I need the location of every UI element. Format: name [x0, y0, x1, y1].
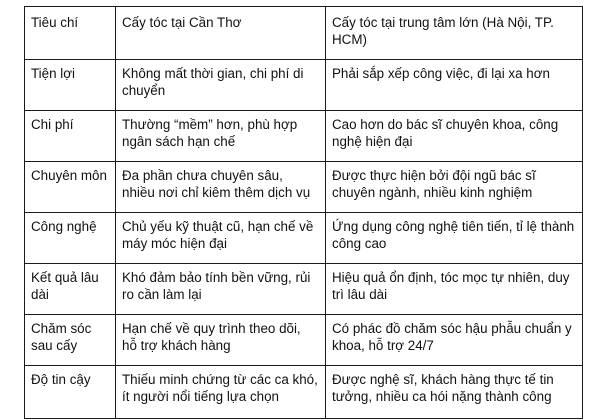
row-can-tho-value: Chủ yếu kỹ thuật cũ, hạn chế về máy móc hiện đại	[116, 213, 326, 264]
row-criterion: Công nghệ	[25, 213, 116, 264]
table-row	[25, 315, 583, 366]
row-big-center-value: Có phác đồ chăm sóc hậu phẫu chuẩn y khoa, hỗ trợ 24/7	[326, 315, 583, 366]
header-big-center: Cấy tóc tại trung tâm lớn (Hà Nội, TP. HCM)	[326, 7, 583, 60]
row-big-center-value: Được thực hiện bởi đội ngũ bác sĩ chuyên ngành, nhiều kinh nghiệm	[326, 162, 583, 213]
row-big-center-value: Phải sắp xếp công việc, đi lại xa hơn	[326, 60, 583, 111]
row-can-tho-value: Khó đảm bảo tính bền vững, rủi ro cần làm lại	[116, 264, 326, 315]
row-can-tho-value: Đa phần chưa chuyên sâu, nhiều nơi chỉ kiêm thêm dịch vụ	[116, 162, 326, 213]
row-criterion: Kết quả lâu dài	[25, 264, 116, 315]
table-row	[25, 213, 583, 264]
comparison-table	[24, 6, 583, 419]
row-can-tho-value: Hạn chế về quy trình theo dõi, hỗ trợ khách hàng	[116, 315, 326, 366]
row-big-center-value: Cao hơn do bác sĩ chuyên khoa, công nghệ hiện đại	[326, 111, 583, 162]
row-big-center-value: Được nghệ sĩ, khách hàng thực tế tin tưởng, nhiều ca hói nặng thành công	[326, 366, 583, 419]
table-header-row	[25, 7, 583, 60]
row-criterion: Tiện lợi	[25, 60, 116, 111]
row-criterion: Chăm sóc sau cấy	[25, 315, 116, 366]
row-can-tho-value: Thiếu minh chứng từ các ca khó, ít người nổi tiếng lựa chọn	[116, 366, 326, 419]
table-row	[25, 162, 583, 213]
table-row	[25, 60, 583, 111]
header-criterion: Tiêu chí	[25, 7, 116, 60]
table-row	[25, 366, 583, 419]
row-big-center-value: Ứng dụng công nghệ tiên tiến, tỉ lệ thành công cao	[326, 213, 583, 264]
header-can-tho: Cấy tóc tại Cần Thơ	[116, 7, 326, 60]
row-can-tho-value: Thường “mềm” hơn, phù hợp ngân sách hạn chế	[116, 111, 326, 162]
row-criterion: Chi phí	[25, 111, 116, 162]
table-row	[25, 264, 583, 315]
row-criterion: Độ tin cậy	[25, 366, 116, 419]
table-row	[25, 111, 583, 162]
row-big-center-value: Hiệu quả ổn định, tóc mọc tự nhiên, duy trì lâu dài	[326, 264, 583, 315]
row-can-tho-value: Không mất thời gian, chi phí di chuyển	[116, 60, 326, 111]
row-criterion: Chuyên môn	[25, 162, 116, 213]
comparison-table-container	[24, 6, 582, 419]
